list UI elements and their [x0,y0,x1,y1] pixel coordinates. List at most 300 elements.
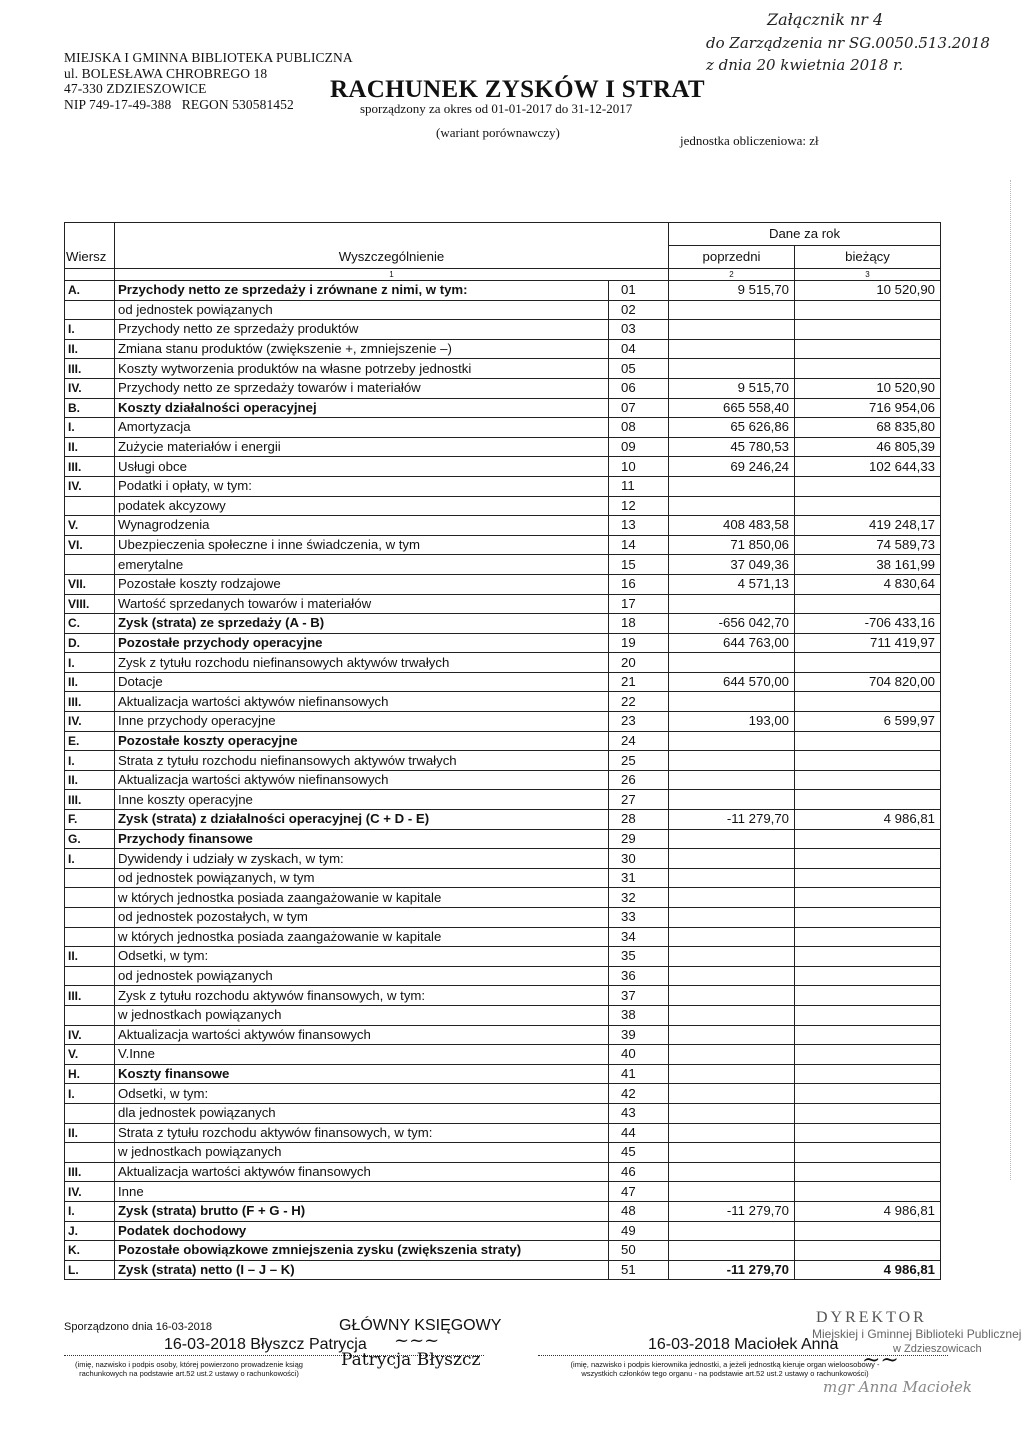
table-row [65,908,941,928]
current-year-value [795,476,941,496]
row-number: 47 [609,1182,669,1202]
handwritten-ordinance-note: do Zarządzenia nr SG.0050.513.2018 [706,34,990,52]
table-row [65,1123,941,1143]
row-number: 20 [609,653,669,673]
report-variant: (wariant porównawczy) [436,125,560,140]
previous-year-value: 408 483,58 [669,516,795,536]
current-year-value: 4 986,81 [795,810,941,830]
current-year-value [795,908,941,928]
row-label: podatek akcyzowy [115,496,609,516]
table-body [65,281,941,1280]
row-label: Wynagrodzenia [115,516,609,536]
table-row [65,966,941,986]
row-number: 06 [609,378,669,398]
table-row [65,281,941,301]
row-label: Ubezpieczenia społeczne i inne świadczenia, w tym [115,535,609,555]
row-mark: F. [65,810,115,830]
row-mark: E. [65,731,115,751]
row-label: Zysk (strata) z działalności operacyjnej (C + D - E) [115,810,609,830]
table-row [65,672,941,692]
previous-year-value: -11 279,70 [669,1201,795,1221]
row-label: Strata z tytułu rozchodu aktywów finansowych, w tym: [115,1123,609,1143]
table-row [65,1064,941,1084]
row-label: Pozostałe przychody operacyjne [115,633,609,653]
row-number: 14 [609,535,669,555]
row-number: 49 [609,1221,669,1241]
current-year-value [795,888,941,908]
current-year-value: 716 954,06 [795,398,941,418]
current-year-value [795,986,941,1006]
row-number: 34 [609,927,669,947]
table-row [65,594,941,614]
row-mark: I. [65,418,115,438]
table-row [65,653,941,673]
previous-year-value [669,888,795,908]
table-row [65,1201,941,1221]
row-label: od jednostek powiązanych [115,966,609,986]
row-mark [65,868,115,888]
row-mark: G. [65,829,115,849]
previous-year-value: -11 279,70 [669,1260,795,1280]
table-row [65,496,941,516]
current-year-value [795,320,941,340]
row-label: Inne koszty operacyjne [115,790,609,810]
current-year-value: 711 419,97 [795,633,941,653]
row-mark: C. [65,614,115,634]
chief-accountant-title: GŁÓWNY KSIĘGOWY [339,1317,502,1334]
table-row [65,1162,941,1182]
row-number: 15 [609,555,669,575]
current-year-value [795,1143,941,1163]
row-label: emerytalne [115,555,609,575]
header-row-number: Wiersz [65,246,115,269]
currency-unit: jednostka obliczeniowa: zł [680,133,819,148]
row-number: 39 [609,1025,669,1045]
current-year-value: 102 644,33 [795,457,941,477]
previous-year-value [669,966,795,986]
row-label: Zmiana stanu produktów (zwiększenie +, zmniejszenie –) [115,339,609,359]
row-number: 44 [609,1123,669,1143]
current-year-value [795,966,941,986]
row-mark: II. [65,339,115,359]
previous-year-value [669,594,795,614]
row-label: od jednostek powiązanych [115,300,609,320]
row-label: w których jednostka posiada zaangażowanie w kapitale [115,888,609,908]
previous-year-value [669,790,795,810]
table-row [65,535,941,555]
table-header-row-3 [65,269,941,281]
previous-year-value [669,868,795,888]
table-row [65,1084,941,1104]
table-row [65,516,941,536]
previous-year-value [669,1221,795,1241]
current-year-value [795,1221,941,1241]
row-number: 02 [609,300,669,320]
row-label: V.Inne [115,1045,609,1065]
director-stamp-name: mgr Anna Maciołek [823,1378,972,1396]
row-mark: VIII. [65,594,115,614]
current-year-value [795,947,941,967]
previous-year-value [669,1084,795,1104]
row-label: Zysk (strata) ze sprzedaży (A - B) [115,614,609,634]
row-number: 45 [609,1143,669,1163]
previous-year-value [669,1025,795,1045]
row-number: 32 [609,888,669,908]
institution-street: ul. BOLESŁAWA CHROBREGO 18 [64,65,268,81]
current-year-value [795,849,941,869]
row-number: 25 [609,751,669,771]
header-description: Wyszczególnienie [115,246,669,269]
row-mark: III. [65,359,115,379]
row-mark: IV. [65,476,115,496]
director-stamp-institution: Miejskiej i Gminnej Biblioteki Publicznej [812,1327,1022,1341]
row-number: 26 [609,770,669,790]
row-number: 10 [609,457,669,477]
report-period: sporządzony za okres od 01-01-2017 do 31-12-2017 [360,101,633,116]
row-number: 40 [609,1045,669,1065]
previous-year-value [669,849,795,869]
director-caption: (imię, nazwisko i podpis kierownika jednostki, a jeżeli jednostką kieruje organ wieloosobowy - wszystkich członków tego organu - na podstawie art.52 ust.2 ustawy o rachunkowości) [570,1360,880,1378]
row-label: Aktualizacja wartości aktywów finansowych [115,1162,609,1182]
current-year-value [795,653,941,673]
header-current-year: bieżący [795,246,941,269]
row-mark: V. [65,516,115,536]
row-label: Podatek dochodowy [115,1221,609,1241]
row-mark: III. [65,790,115,810]
previous-year-value [669,476,795,496]
previous-year-value [669,1143,795,1163]
table-row [65,320,941,340]
row-number: 18 [609,614,669,634]
row-number: 13 [609,516,669,536]
institution-name: MIEJSKA I GMINNA BIBLIOTEKA PUBLICZNA [64,50,353,65]
table-row [65,888,941,908]
row-mark: III. [65,986,115,1006]
row-number: 51 [609,1260,669,1280]
previous-year-value: 9 515,70 [669,378,795,398]
current-year-value [795,790,941,810]
row-label: Odsetki, w tym: [115,947,609,967]
current-year-value [795,594,941,614]
table-row [65,986,941,1006]
row-number: 17 [609,594,669,614]
row-label: Przychody netto ze sprzedaży produktów [115,320,609,340]
director-signature-line: 16-03-2018 Maciołek Anna [648,1336,839,1353]
previous-year-value: 65 626,86 [669,418,795,438]
table-row [65,476,941,496]
current-year-value [795,496,941,516]
current-year-value: 38 161,99 [795,555,941,575]
row-mark: III. [65,1162,115,1182]
previous-year-value [669,496,795,516]
row-label: Odsetki, w tym: [115,1084,609,1104]
previous-year-value: 69 246,24 [669,457,795,477]
row-number: 12 [609,496,669,516]
table-header-row-2 [65,246,941,269]
accountant-name-stamp: Patrycja Błyszcz [341,1350,481,1370]
row-label: Podatki i opłaty, w tym: [115,476,609,496]
previous-year-value: 37 049,36 [669,555,795,575]
table-row [65,849,941,869]
table-row [65,1241,941,1261]
table-row [65,751,941,771]
header-previous-year: poprzedni [669,246,795,269]
current-year-value [795,692,941,712]
previous-year-value [669,751,795,771]
row-number: 16 [609,574,669,594]
current-year-value: 4 986,81 [795,1260,941,1280]
row-label: Zysk (strata) brutto (F + G - H) [115,1201,609,1221]
row-mark: I. [65,653,115,673]
header-cell-empty [65,269,115,281]
previous-year-value [669,986,795,1006]
previous-year-value [669,1064,795,1084]
row-label: Koszty działalności operacyjnej [115,398,609,418]
row-number: 21 [609,672,669,692]
row-label: Koszty wytworzenia produktów na własne potrzeby jednostki [115,359,609,379]
table-row [65,437,941,457]
accountant-signature-line: 16-03-2018 Błyszcz Patrycja [164,1336,367,1353]
previous-year-value [669,692,795,712]
row-number: 08 [609,418,669,438]
row-number: 11 [609,476,669,496]
current-year-value [795,1103,941,1123]
row-label: Zysk (strata) netto (I – J – K) [115,1260,609,1280]
row-mark: II. [65,770,115,790]
row-mark: V. [65,1045,115,1065]
institution-city: 47-330 ZDZIESZOWICE [64,81,207,96]
row-number: 37 [609,986,669,1006]
row-number: 42 [609,1084,669,1104]
row-mark [65,1005,115,1025]
table-row [65,731,941,751]
current-year-value: 419 248,17 [795,516,941,536]
row-mark: IV. [65,1182,115,1202]
previous-year-value [669,770,795,790]
current-year-value [795,927,941,947]
table-row [65,457,941,477]
row-label: Amortyzacja [115,418,609,438]
previous-year-value: 193,00 [669,712,795,732]
previous-year-value [669,359,795,379]
row-mark: IV. [65,378,115,398]
row-label: w których jednostka posiada zaangażowanie w kapitale [115,927,609,947]
row-number: 36 [609,966,669,986]
row-label: Przychody finansowe [115,829,609,849]
row-mark: II. [65,1123,115,1143]
row-mark: III. [65,457,115,477]
current-year-value [795,1182,941,1202]
row-mark: I. [65,320,115,340]
row-label: Dywidendy i udziały w zyskach, w tym: [115,849,609,869]
current-year-value: 10 520,90 [795,281,941,301]
row-label: w jednostkach powiązanych [115,1005,609,1025]
row-label: Aktualizacja wartości aktywów niefinansowych [115,692,609,712]
previous-year-value [669,300,795,320]
current-year-value: 46 805,39 [795,437,941,457]
income-statement-table [64,222,941,1280]
row-number: 01 [609,281,669,301]
page-edge-dots [1010,180,1013,1180]
previous-year-value [669,1162,795,1182]
row-label: Strata z tytułu rozchodu niefinansowych aktywów trwałych [115,751,609,771]
row-label: dla jednostek powiązanych [115,1103,609,1123]
previous-year-value: 45 780,53 [669,437,795,457]
row-mark: I. [65,1201,115,1221]
table-row [65,1221,941,1241]
row-mark [65,300,115,320]
row-mark: I. [65,1084,115,1104]
row-mark: IV. [65,712,115,732]
row-label: Inne [115,1182,609,1202]
row-label: Wartość sprzedanych towarów i materiałów [115,594,609,614]
table-row [65,614,941,634]
header-col-number: 2 [669,269,795,281]
row-mark [65,908,115,928]
table-row [65,633,941,653]
row-mark: VI. [65,535,115,555]
table-row [65,398,941,418]
current-year-value [795,731,941,751]
table-row [65,770,941,790]
row-label: Pozostałe obowiązkowe zmniejszenia zysku (zwiększenia straty) [115,1241,609,1261]
table-row [65,692,941,712]
row-mark: II. [65,437,115,457]
table-row [65,1005,941,1025]
current-year-value [795,1123,941,1143]
row-label: Pozostałe koszty operacyjne [115,731,609,751]
row-number: 30 [609,849,669,869]
row-label: Pozostałe koszty rodzajowe [115,574,609,594]
table-row [65,1260,941,1280]
row-mark: J. [65,1221,115,1241]
row-label: Zysk z tytułu rozchodu niefinansowych aktywów trwałych [115,653,609,673]
current-year-value: 4 830,64 [795,574,941,594]
handwritten-date-note: z dnia 20 kwietnia 2018 r. [706,56,904,74]
previous-year-value: 4 571,13 [669,574,795,594]
row-mark [65,496,115,516]
previous-year-value [669,653,795,673]
row-label: Inne przychody operacyjne [115,712,609,732]
table-row [65,300,941,320]
row-number: 03 [609,320,669,340]
page-title: RACHUNEK ZYSKÓW I STRAT [330,76,705,103]
row-mark: L. [65,1260,115,1280]
row-mark: VII. [65,574,115,594]
row-mark [65,966,115,986]
row-label: Zysk z tytułu rozchodu aktywów finansowych, w tym: [115,986,609,1006]
director-signature: ~~ [862,1348,899,1373]
table-row [65,927,941,947]
row-label: Aktualizacja wartości aktywów niefinansowych [115,770,609,790]
current-year-value [795,359,941,379]
table-row [65,1143,941,1163]
header-col-number: 1 [115,269,669,281]
current-year-value: 6 599,97 [795,712,941,732]
previous-year-value [669,947,795,967]
previous-year-value [669,1241,795,1261]
previous-year-value [669,1103,795,1123]
table-row [65,378,941,398]
current-year-value [795,1064,941,1084]
row-mark: K. [65,1241,115,1261]
table-row [65,829,941,849]
table-row [65,790,941,810]
current-year-value [795,1162,941,1182]
row-label: od jednostek powiązanych, w tym [115,868,609,888]
previous-year-value: 644 763,00 [669,633,795,653]
row-mark [65,927,115,947]
current-year-value: 4 986,81 [795,1201,941,1221]
row-mark: D. [65,633,115,653]
table-row [65,810,941,830]
handwritten-annex-note: Załącznik nr 4 [767,10,884,29]
row-label: od jednostek pozostałych, w tym [115,908,609,928]
row-mark: H. [65,1064,115,1084]
row-number: 46 [609,1162,669,1182]
previous-year-value [669,1005,795,1025]
row-mark [65,1103,115,1123]
row-mark: A. [65,281,115,301]
table-row [65,868,941,888]
row-number: 04 [609,339,669,359]
row-number: 27 [609,790,669,810]
row-number: 48 [609,1201,669,1221]
previous-year-value: -11 279,70 [669,810,795,830]
row-number: 43 [609,1103,669,1123]
table-row [65,1045,941,1065]
current-year-value [795,751,941,771]
row-label: Przychody netto ze sprzedaży towarów i materiałów [115,378,609,398]
row-mark [65,555,115,575]
director-stamp-title: DYREKTOR [816,1309,927,1326]
previous-year-value [669,927,795,947]
previous-year-value [669,320,795,340]
row-number: 05 [609,359,669,379]
accountant-caption: (imię, nazwisko i podpis osoby, której powierzono prowadzenie ksiąg rachunkowych na podstawie art.52 ust.2 ustawy o rachunkowości) [75,1360,303,1378]
row-mark: I. [65,849,115,869]
header-cell-empty [115,223,669,246]
director-stamp-city: w Zdzieszowicach [893,1343,982,1355]
institution-block [64,50,353,112]
row-label: w jednostkach powiązanych [115,1143,609,1163]
row-mark [65,888,115,908]
row-mark [65,1143,115,1163]
header-year-group: Dane za rok [669,223,941,246]
table-row [65,1025,941,1045]
table-row [65,712,941,732]
table-row [65,339,941,359]
table-row [65,1182,941,1202]
row-number: 28 [609,810,669,830]
table-row [65,574,941,594]
row-mark: B. [65,398,115,418]
row-number: 09 [609,437,669,457]
row-number: 33 [609,908,669,928]
accountant-signature: ~~~ [394,1330,440,1351]
row-mark: I. [65,751,115,771]
table-row [65,418,941,438]
current-year-value: 74 589,73 [795,535,941,555]
row-number: 23 [609,712,669,732]
current-year-value [795,339,941,359]
row-number: 31 [609,868,669,888]
previous-year-value: 71 850,06 [669,535,795,555]
previous-year-value [669,339,795,359]
previous-year-value: 9 515,70 [669,281,795,301]
header-cell-empty [65,223,115,246]
current-year-value: 704 820,00 [795,672,941,692]
